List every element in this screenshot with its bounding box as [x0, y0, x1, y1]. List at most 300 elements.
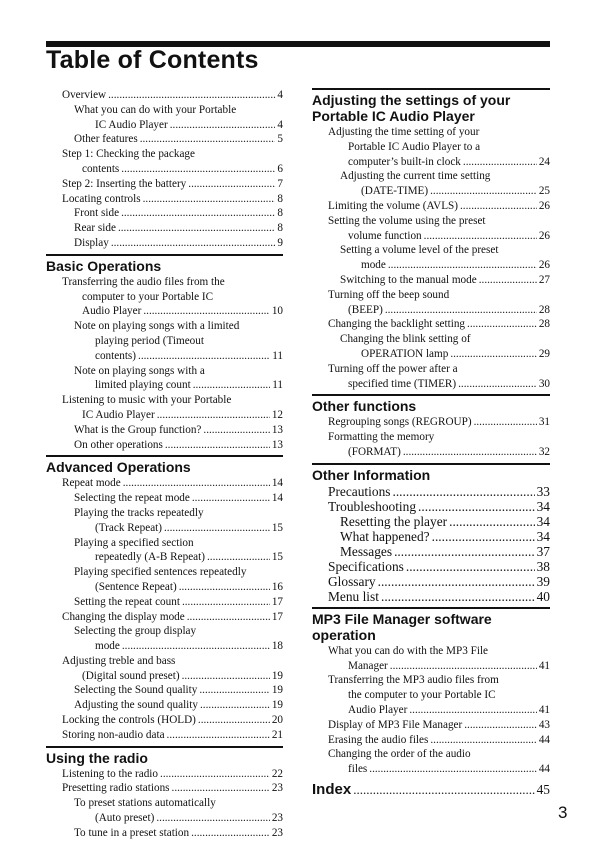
- toc-entry[interactable]: [312, 415, 550, 430]
- toc-entry[interactable]: [312, 544, 550, 559]
- dot-leader: [172, 781, 270, 796]
- dot-leader: [467, 317, 537, 332]
- page-ref: 20: [271, 714, 283, 727]
- entry-title-line: Adjusting the time setting of your: [328, 126, 480, 138]
- page-ref: 23: [271, 826, 283, 839]
- toc-entry[interactable]: [46, 826, 283, 841]
- entry-title-line: What is the Group function?: [74, 423, 202, 436]
- entry-title-line: Note on playing songs with a limited: [74, 320, 240, 333]
- toc-entry[interactable]: [312, 317, 550, 332]
- dot-leader: [474, 415, 537, 430]
- toc-entry[interactable]: [46, 132, 283, 147]
- toc-entry[interactable]: [312, 430, 550, 460]
- entry-title-line: Formatting the memory: [328, 431, 435, 444]
- entry-title-line: Display: [74, 236, 109, 249]
- toc-entry[interactable]: [46, 103, 283, 133]
- entry-line: [74, 206, 283, 221]
- entry-title-line: Specifications: [328, 558, 404, 574]
- page-ref: 10: [271, 305, 283, 318]
- entry-line: [74, 811, 283, 826]
- section-heading: Adjusting the settings of your Portable IC Audio Player: [312, 88, 550, 124]
- toc-section: [46, 746, 283, 841]
- entry-line: [74, 826, 283, 841]
- page-ref: 11: [272, 349, 283, 362]
- dot-leader: [164, 521, 270, 536]
- entry-line: [328, 559, 550, 574]
- dot-leader: [418, 499, 535, 514]
- page-ref: 39: [536, 573, 550, 589]
- toc-entry[interactable]: [312, 499, 550, 514]
- entry-line: [74, 580, 283, 595]
- entry-title-line: Playing specified sentences repeatedly: [74, 566, 247, 579]
- entry-line: [62, 610, 283, 625]
- entry-line: [340, 347, 550, 362]
- toc-entry[interactable]: [312, 673, 550, 717]
- entry-title-line: (FORMAT): [348, 445, 401, 458]
- toc-entry[interactable]: [46, 476, 283, 491]
- entry-title-line: Front side: [74, 207, 120, 220]
- toc-entry[interactable]: [312, 125, 550, 169]
- entry-title-line: Presetting radio stations: [62, 782, 170, 795]
- entry-title-line: Transferring the MP3 audio files from: [328, 674, 499, 687]
- toc-section: [312, 463, 550, 604]
- entry-line: [62, 476, 283, 491]
- page-ref: 13: [271, 423, 283, 436]
- toc-entry[interactable]: [312, 514, 550, 529]
- entry-title-line: To tune in a preset station: [74, 826, 190, 839]
- entry-title-line: (BEEP): [348, 303, 383, 316]
- toc-entry[interactable]: [46, 192, 283, 207]
- entry-title-line: Other features: [74, 133, 138, 146]
- section-heading: Other Information: [312, 463, 550, 483]
- toc-entry[interactable]: [312, 574, 550, 589]
- page-ref: 6: [277, 162, 283, 175]
- entry-title-line: Changing the order of the audio: [328, 748, 471, 761]
- entry-line: [62, 728, 283, 743]
- entry-title-line: Adjusting the current time setting: [340, 170, 491, 183]
- entry-title-line: Selecting the repeat mode: [74, 492, 190, 505]
- entry-title-line: Erasing the audio files: [328, 733, 429, 746]
- toc-entry[interactable]: [46, 147, 283, 177]
- page-ref: 27: [538, 273, 550, 286]
- entry-line: [74, 349, 283, 364]
- entry-title-line: contents): [95, 349, 137, 362]
- entry-line: [62, 304, 283, 319]
- entry-line: [74, 698, 283, 713]
- page-ref: 13: [271, 438, 283, 451]
- toc-section: [46, 455, 283, 742]
- entry-line: [328, 229, 550, 244]
- toc-entry[interactable]: [312, 288, 550, 318]
- toc-entry[interactable]: [46, 713, 283, 728]
- page-ref: 12: [271, 408, 283, 421]
- toc-entry[interactable]: [312, 559, 550, 574]
- dot-leader: [123, 476, 270, 491]
- entry-title-line: Display of MP3 File Manager: [328, 718, 463, 731]
- entry-title-line: Selecting the Sound quality: [74, 684, 198, 697]
- entry-title-line: (Digital sound preset): [82, 669, 180, 682]
- page-ref: 32: [538, 445, 550, 458]
- dot-leader: [390, 659, 537, 674]
- page-ref: 45: [536, 781, 550, 797]
- page-ref: 14: [271, 492, 283, 505]
- entry-title-line: What you can do with the MP3 File: [328, 644, 489, 657]
- page-ref: 19: [271, 684, 283, 697]
- entry-title-line: Rear side: [74, 222, 116, 235]
- toc-entry[interactable]: [312, 362, 550, 392]
- toc-entry[interactable]: [312, 529, 550, 544]
- dot-leader: [430, 184, 537, 199]
- toc-entry[interactable]: [46, 565, 283, 595]
- entry-title-line: To preset stations automatically: [74, 797, 216, 810]
- entry-title-line: (Sentence Repeat): [95, 580, 177, 593]
- page-ref: 11: [272, 379, 283, 392]
- dot-leader: [143, 304, 269, 319]
- entry-title-line: volume function: [348, 229, 422, 242]
- dot-leader: [450, 347, 536, 362]
- page-ref: 17: [271, 610, 283, 623]
- page-ref: 22: [271, 767, 283, 780]
- entry-title-line: Manager: [348, 659, 388, 672]
- toc-entry[interactable]: [46, 796, 283, 826]
- dot-leader: [200, 698, 270, 713]
- page-ref: 4: [277, 89, 283, 101]
- entry-title-line: Changing the display mode: [62, 610, 185, 623]
- entry-title-line: Locating controls: [62, 192, 141, 205]
- entry-line: [328, 574, 550, 589]
- dot-leader: [167, 728, 270, 743]
- entry-title-line: Troubleshooting: [328, 498, 417, 514]
- dot-leader: [170, 118, 276, 133]
- entry-title-line: Step 1: Checking the package: [62, 148, 195, 161]
- entry-title-line: playing period (Timeout: [95, 334, 204, 347]
- toc-entry[interactable]: [312, 199, 550, 214]
- page-ref: 34: [536, 513, 550, 529]
- toc-left-column: [46, 88, 283, 841]
- toc-entry[interactable]: [312, 214, 550, 244]
- toc-section: [312, 607, 550, 777]
- entry-line: [74, 491, 283, 506]
- entry-line: [74, 236, 283, 251]
- dot-leader: [191, 826, 270, 841]
- toc-entry[interactable]: [46, 206, 283, 221]
- entry-line: [312, 780, 550, 798]
- toc-entry[interactable]: [312, 589, 550, 604]
- entry-line: [62, 192, 283, 207]
- toc-entry[interactable]: [312, 747, 550, 777]
- toc-entry[interactable]: [46, 275, 283, 319]
- entry-title-line: What you can do with your Portable: [74, 103, 237, 116]
- dot-leader: [463, 155, 537, 170]
- page-ref: 7: [277, 177, 283, 190]
- entry-line: [340, 258, 550, 273]
- entry-line: [62, 781, 283, 796]
- toc-entry[interactable]: [46, 767, 283, 782]
- entry-title-line: Storing non-audio data: [62, 728, 165, 741]
- toc-entry[interactable]: [312, 332, 550, 362]
- toc-entry[interactable]: [46, 221, 283, 236]
- toc-entry[interactable]: [312, 273, 550, 288]
- dot-leader: [138, 349, 270, 364]
- entry-title-line: Limiting the volume (AVLS): [328, 199, 458, 212]
- entry-title-line: What happened?: [340, 528, 430, 544]
- entry-title-line: Setting a volume level of the preset: [340, 244, 499, 257]
- toc-entry[interactable]: [46, 423, 283, 438]
- entry-line: [340, 184, 550, 199]
- dot-leader: [406, 559, 535, 574]
- entry-title-line: Glossary: [328, 573, 376, 589]
- section-heading: MP3 File Manager software operation: [312, 607, 550, 643]
- entry-line: [328, 155, 550, 170]
- toc-entry[interactable]: [46, 698, 283, 713]
- toc-entry[interactable]: [46, 393, 283, 423]
- page-ref: 8: [277, 192, 283, 205]
- dot-leader: [108, 88, 275, 103]
- page-ref: 44: [538, 763, 550, 776]
- entry-title-line: Repeat mode: [62, 477, 121, 490]
- toc-entry[interactable]: [46, 438, 283, 453]
- entry-title-line: repeatedly (A-B Repeat): [95, 551, 205, 564]
- page-ref: 21: [271, 728, 283, 741]
- entry-line: [62, 162, 283, 177]
- toc-entry[interactable]: [46, 88, 283, 103]
- entry-title-line: limited playing count: [95, 379, 191, 392]
- entry-title-line: On other operations: [74, 438, 163, 451]
- entry-title-line: computer to your Portable IC: [82, 290, 214, 303]
- entry-line: [340, 514, 550, 529]
- toc-entry[interactable]: [46, 781, 283, 796]
- page-ref: 4: [277, 118, 283, 131]
- dot-leader: [182, 669, 270, 684]
- page-ref: 24: [538, 155, 550, 168]
- entry-line: [62, 177, 283, 192]
- entry-line: [328, 733, 550, 748]
- dot-leader: [198, 713, 270, 728]
- dot-leader: [207, 550, 270, 565]
- toc-section: [312, 88, 550, 391]
- dot-leader: [353, 783, 534, 798]
- entry-title-line: (Track Repeat): [95, 521, 162, 534]
- page-ref: 16: [271, 580, 283, 593]
- toc-entry[interactable]: [46, 177, 283, 192]
- entry-title-line: Locking the controls (HOLD): [62, 714, 196, 727]
- page-ref: 30: [538, 377, 550, 390]
- page-ref: 26: [538, 259, 550, 272]
- dot-leader: [479, 273, 537, 288]
- page-ref: 34: [536, 498, 550, 514]
- entry-line: [74, 639, 283, 654]
- dot-leader: [140, 132, 276, 147]
- dot-leader: [199, 683, 269, 698]
- entry-line: [74, 132, 283, 147]
- entry-title-line: Setting the volume using the preset: [328, 214, 486, 227]
- entry-title-line: Adjusting the sound quality: [74, 699, 198, 712]
- page-ref: 19: [271, 669, 283, 682]
- page-ref: 15: [271, 551, 283, 564]
- dot-leader: [160, 767, 270, 782]
- index-label: Index: [312, 780, 352, 798]
- entry-title-line: Setting the repeat count: [74, 595, 180, 608]
- toc-section: [46, 254, 283, 453]
- toc-entry[interactable]: [312, 169, 550, 199]
- dot-leader: [182, 595, 270, 610]
- dot-leader: [385, 303, 537, 318]
- dot-leader: [369, 762, 537, 777]
- entry-line: [74, 438, 283, 453]
- toc-section: [312, 394, 550, 459]
- dot-leader: [430, 733, 536, 748]
- dot-leader: [122, 639, 270, 654]
- entry-title-line: Turning off the power after a: [328, 362, 458, 375]
- entry-line: [328, 499, 550, 514]
- dot-leader: [409, 703, 536, 718]
- entry-title-line: Messages: [340, 543, 393, 559]
- entry-title-line: Playing a specified section: [74, 536, 194, 549]
- entry-title-line: Audio Player: [348, 703, 408, 716]
- entry-line: [328, 484, 550, 499]
- entry-line: [328, 415, 550, 430]
- page-ref: 28: [538, 318, 550, 331]
- entry-line: [62, 713, 283, 728]
- toc-entry[interactable]: [312, 243, 550, 273]
- entry-line: [328, 762, 550, 777]
- dot-leader: [118, 221, 275, 236]
- toc-entry[interactable]: [46, 319, 283, 363]
- entry-title-line: Precautions: [328, 483, 391, 499]
- toc-entry[interactable]: [46, 364, 283, 394]
- entry-title-line: Regrouping songs (REGROUP): [328, 416, 472, 429]
- page-ref: 25: [538, 185, 550, 198]
- toc-entry[interactable]: [46, 624, 283, 654]
- toc-entry[interactable]: [46, 683, 283, 698]
- page-ref: 28: [538, 303, 550, 316]
- entry-line: [74, 683, 283, 698]
- page-ref: 43: [538, 718, 550, 731]
- page-ref: 40: [536, 588, 550, 604]
- dot-leader: [121, 162, 275, 177]
- toc-entry[interactable]: [46, 595, 283, 610]
- entry-title-line: Listening to the radio: [62, 767, 159, 780]
- page-ref: 37: [536, 543, 550, 559]
- dot-leader: [432, 529, 535, 544]
- dot-leader: [179, 580, 270, 595]
- page-ref: 5: [277, 133, 283, 146]
- dot-leader: [424, 229, 537, 244]
- dot-leader: [403, 445, 537, 460]
- entry-line: [74, 221, 283, 236]
- page-ref: 41: [538, 659, 550, 672]
- dot-leader: [188, 177, 275, 192]
- entry-title-line: Audio Player: [82, 305, 142, 318]
- section-heading: Other functions: [312, 394, 550, 414]
- dot-leader: [165, 438, 270, 453]
- entry-line: [340, 529, 550, 544]
- entry-title-line: Adjusting treble and bass: [62, 654, 176, 667]
- dot-leader: [381, 589, 535, 604]
- toc-entry[interactable]: [46, 728, 283, 743]
- entry-title-line: mode: [361, 259, 386, 272]
- entry-title-line: Listening to music with your Portable: [62, 394, 232, 407]
- page-ref: 18: [271, 640, 283, 653]
- page-ref: 9: [277, 236, 283, 249]
- page-ref: 44: [538, 733, 550, 746]
- page-ref: 38: [536, 558, 550, 574]
- entry-title-line: OPERATION lamp: [361, 347, 449, 360]
- entry-title-line: Step 2: Inserting the battery: [62, 177, 187, 190]
- dot-leader: [394, 544, 535, 559]
- entry-title-line: the computer to your Portable IC: [348, 689, 496, 702]
- toc-entry[interactable]: [312, 718, 550, 733]
- entry-line: [340, 544, 550, 559]
- entry-line: [328, 199, 550, 214]
- entry-line: [74, 521, 283, 536]
- page-ref: 19: [271, 699, 283, 712]
- dot-leader: [111, 236, 276, 251]
- toc-entry[interactable]: [312, 733, 550, 748]
- toc-entry[interactable]: [312, 484, 550, 499]
- entry-title-line: contents: [82, 162, 120, 175]
- dot-leader: [203, 423, 269, 438]
- dot-leader: [392, 484, 534, 499]
- page-ref: 29: [538, 347, 550, 360]
- entry-title-line: Menu list: [328, 588, 379, 604]
- toc-section: [46, 88, 283, 251]
- entry-line: [74, 595, 283, 610]
- section-heading: Basic Operations: [46, 254, 283, 274]
- entry-title-line: IC Audio Player: [82, 408, 155, 421]
- page-ref: 41: [538, 703, 550, 716]
- toc-entry[interactable]: [46, 610, 283, 625]
- page-ref: 14: [271, 477, 283, 490]
- entry-line: [328, 377, 550, 392]
- entry-line: [328, 303, 550, 318]
- page-ref: 26: [538, 229, 550, 242]
- dot-leader: [458, 377, 537, 392]
- entry-title-line: Turning off the beep sound: [328, 288, 450, 301]
- entry-title-line: mode: [95, 640, 120, 653]
- entry-title-line: Changing the blink setting of: [340, 333, 471, 346]
- toc-entry[interactable]: [46, 506, 283, 536]
- toc-entry[interactable]: [46, 491, 283, 506]
- entry-title-line: Changing the backlight setting: [328, 318, 466, 331]
- toc-entry[interactable]: [46, 236, 283, 251]
- entry-line: [74, 118, 283, 133]
- dot-leader: [156, 811, 269, 826]
- entry-title-line: Resetting the player: [340, 513, 448, 529]
- dot-leader: [157, 408, 270, 423]
- entry-line: [62, 669, 283, 684]
- toc-right-column: [312, 88, 550, 798]
- toc-entry[interactable]: [46, 654, 283, 684]
- toc-entry[interactable]: [46, 536, 283, 566]
- entry-title-line: computer’s built-in clock: [348, 155, 461, 168]
- entry-line: [328, 317, 550, 332]
- section-heading: Using the radio: [46, 746, 283, 766]
- dot-leader: [121, 206, 275, 221]
- dot-leader: [388, 258, 537, 273]
- page-ref: 34: [536, 528, 550, 544]
- toc-entry[interactable]: [312, 644, 550, 674]
- page-ref: 8: [277, 207, 283, 220]
- entry-title-line: specified time (TIMER): [348, 377, 457, 390]
- dot-leader: [449, 514, 535, 529]
- entry-line: [328, 445, 550, 460]
- page-ref: 33: [536, 483, 550, 499]
- entry-line: [328, 703, 550, 718]
- dot-leader: [378, 574, 535, 589]
- index-entry[interactable]: [312, 780, 550, 798]
- entry-line: [74, 423, 283, 438]
